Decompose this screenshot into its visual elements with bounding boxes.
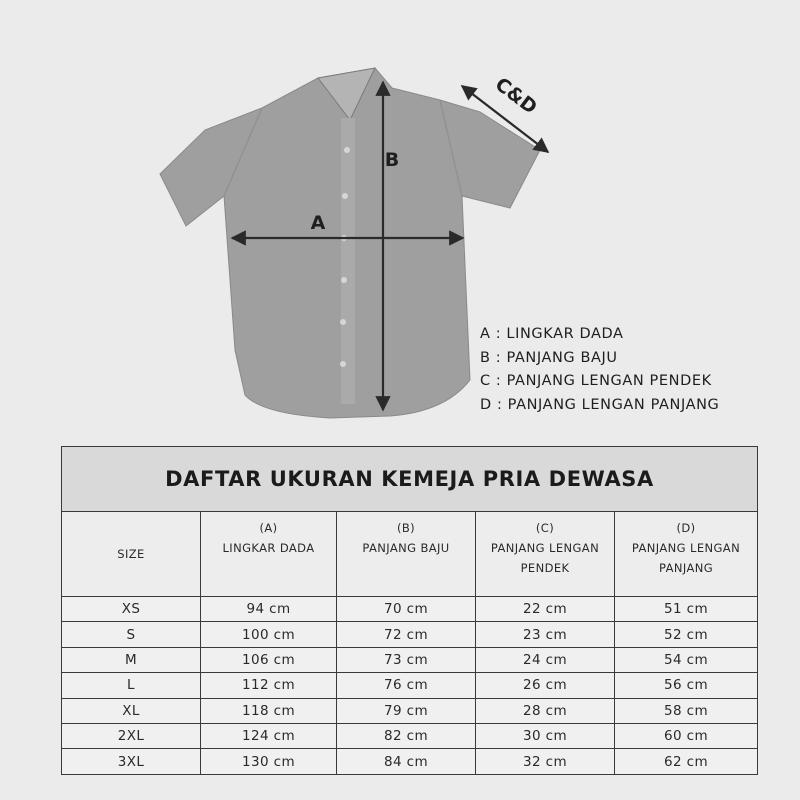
- table-row: [62, 723, 758, 748]
- header-line: (D): [676, 521, 696, 535]
- cell-size: 3XL: [62, 749, 201, 774]
- cell-panjang-baju: 76 cm: [337, 673, 476, 698]
- cell-panjang-lengan-panjang: 58 cm: [615, 698, 758, 723]
- measurement-legend: [480, 323, 719, 417]
- cell-size: S: [62, 622, 201, 647]
- cell-lingkar-dada: 100 cm: [201, 622, 337, 647]
- header-line: SIZE: [117, 547, 145, 561]
- header-line: (B): [396, 521, 416, 535]
- cell-lingkar-dada: 118 cm: [201, 698, 337, 723]
- cell-lingkar-dada: 112 cm: [201, 673, 337, 698]
- label-cd: C&D: [490, 73, 542, 119]
- legend-item-c: C : PANJANG LENGAN PENDEK: [480, 373, 712, 389]
- legend-item-d: D : PANJANG LENGAN PANJANG: [480, 396, 720, 413]
- legend-item-a: A : LINGKAR DADA: [480, 326, 624, 342]
- table-row: [62, 647, 758, 672]
- cell-panjang-lengan-pendek: 24 cm: [476, 647, 615, 672]
- table-row: [62, 673, 758, 698]
- cell-panjang-lengan-pendek: 30 cm: [476, 723, 615, 748]
- cell-size: L: [62, 673, 201, 698]
- cell-panjang-lengan-panjang: 51 cm: [615, 597, 758, 622]
- cell-size: XL: [62, 698, 201, 723]
- cell-panjang-lengan-pendek: 23 cm: [476, 622, 615, 647]
- header-panjang-baju: [337, 512, 476, 597]
- cell-panjang-baju: 70 cm: [337, 597, 476, 622]
- header-line: PANJANG BAJU: [362, 541, 450, 555]
- size-table: [61, 446, 758, 775]
- table-header-row: [62, 512, 758, 597]
- table-row: [62, 749, 758, 774]
- label-b: B: [384, 149, 400, 171]
- cell-size: 2XL: [62, 723, 201, 748]
- cell-panjang-lengan-panjang: 54 cm: [615, 647, 758, 672]
- cell-size: M: [62, 647, 201, 672]
- header-line: PENDEK: [520, 561, 570, 575]
- header-line: PANJANG LENGAN: [490, 541, 600, 555]
- header-size: [62, 512, 201, 597]
- table-row: [62, 597, 758, 622]
- header-panjang-lengan-panjang: [615, 512, 758, 597]
- cell-lingkar-dada: 94 cm: [201, 597, 337, 622]
- cell-panjang-lengan-panjang: 62 cm: [615, 749, 758, 774]
- cell-panjang-lengan-panjang: 56 cm: [615, 673, 758, 698]
- header-line: (C): [535, 521, 555, 535]
- cell-panjang-lengan-pendek: 26 cm: [476, 673, 615, 698]
- table-body: [62, 597, 758, 775]
- table-row: [62, 698, 758, 723]
- label-a: A: [310, 212, 326, 234]
- cell-lingkar-dada: 106 cm: [201, 647, 337, 672]
- legend-item-b: B : PANJANG BAJU: [480, 349, 618, 366]
- header-panjang-lengan-pendek: [476, 512, 615, 597]
- table-title: DAFTAR UKURAN KEMEJA PRIA DEWASA: [62, 447, 758, 512]
- cell-panjang-baju: 73 cm: [337, 647, 476, 672]
- cell-panjang-lengan-pendek: 28 cm: [476, 698, 615, 723]
- cell-panjang-lengan-pendek: 22 cm: [476, 597, 615, 622]
- cell-panjang-lengan-panjang: 52 cm: [615, 622, 758, 647]
- cell-lingkar-dada: 124 cm: [201, 723, 337, 748]
- header-line: LINGKAR DADA: [222, 541, 315, 555]
- cell-panjang-lengan-pendek: 32 cm: [476, 749, 615, 774]
- header-line: PANJANG: [658, 561, 714, 575]
- cell-panjang-baju: 72 cm: [337, 622, 476, 647]
- table-row: [62, 622, 758, 647]
- header-lingkar-dada: [201, 512, 337, 597]
- cell-panjang-baju: 84 cm: [337, 749, 476, 774]
- cell-panjang-baju: 79 cm: [337, 698, 476, 723]
- cell-size: XS: [62, 597, 201, 622]
- cell-panjang-lengan-panjang: 60 cm: [615, 723, 758, 748]
- cell-lingkar-dada: 130 cm: [201, 749, 337, 774]
- cell-panjang-baju: 82 cm: [337, 723, 476, 748]
- header-line: PANJANG LENGAN: [631, 541, 741, 555]
- header-line: (A): [259, 521, 278, 535]
